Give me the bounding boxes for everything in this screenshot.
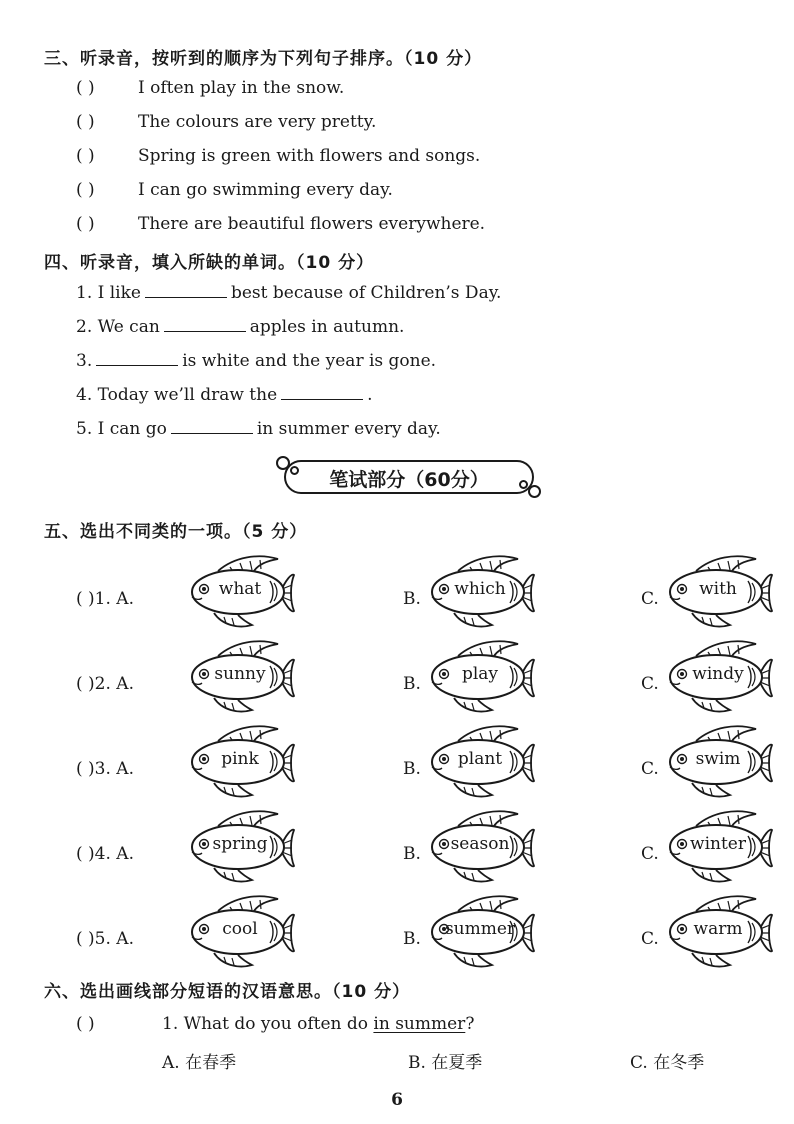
fish-option[interactable] — [188, 895, 296, 969]
option-c-letter: C. — [641, 759, 659, 779]
fill-blank-item — [76, 317, 404, 337]
question-label[interactable]: ( )2. A. — [76, 674, 134, 694]
fish-word: windy — [692, 664, 744, 684]
sentence-after: in summer every day. — [256, 419, 441, 439]
fish-option[interactable] — [188, 725, 296, 799]
question-label[interactable]: ( )4. A. — [76, 844, 134, 864]
ordering-item — [76, 180, 393, 200]
section-5-heading: 五、选出不同类的一项。（5 分） — [44, 522, 308, 542]
question-label[interactable]: ( )1. A. — [76, 589, 134, 609]
sentence-before: 1. I like — [76, 283, 141, 303]
fish-option[interactable] — [428, 640, 536, 714]
fish-word: swim — [695, 749, 741, 769]
answer-paren[interactable]: ( ) — [76, 112, 95, 132]
ordering-item — [76, 78, 344, 98]
answer-paren[interactable]: ( ) — [76, 180, 95, 200]
sentence-before: 4. Today we’ll draw the — [76, 385, 278, 405]
blank-input[interactable] — [171, 419, 253, 434]
sentence-after: best because of Children’s Day. — [230, 283, 502, 303]
fish-word: summer — [444, 919, 516, 939]
sentence-before: 2. We can — [76, 317, 160, 337]
option-c-letter: C. — [641, 844, 659, 864]
section-4-heading: 四、听录音，填入所缺的单词。（10 分） — [44, 253, 375, 273]
option-c[interactable]: C. 在冬季 — [630, 1053, 705, 1073]
option-c-letter: C. — [641, 929, 659, 949]
sentence-text: There are beautiful flowers everywhere. — [138, 214, 486, 234]
answer-paren[interactable]: ( ) — [76, 146, 95, 166]
fill-blank-item — [76, 283, 501, 303]
written-part-banner — [276, 456, 542, 498]
option-b-letter: B. — [403, 759, 421, 779]
fill-blank-item — [76, 351, 436, 371]
option-b-letter: B. — [403, 929, 421, 949]
option-b-letter: B. — [403, 674, 421, 694]
sentence-before: 5. I can go — [76, 419, 167, 439]
fish-word: winter — [690, 834, 746, 854]
sentence-text: I can go swimming every day. — [138, 180, 393, 200]
question-1 — [76, 1014, 474, 1034]
fish-option[interactable] — [428, 895, 536, 969]
fill-blank-item — [76, 385, 373, 405]
fish-word: sunny — [214, 664, 266, 684]
fish-option[interactable] — [428, 725, 536, 799]
banner-title: 笔试部分（60分） — [329, 469, 489, 491]
sentence-before: 3. — [76, 351, 93, 371]
sentence-text: Spring is green with flowers and songs. — [138, 146, 481, 166]
fish-option[interactable] — [666, 810, 774, 884]
fish-option[interactable] — [188, 555, 296, 629]
fill-blank-item — [76, 419, 441, 439]
answer-paren[interactable]: ( ) — [76, 1014, 95, 1034]
blank-input[interactable] — [281, 385, 363, 400]
fish-word: season — [450, 834, 510, 854]
fish-option[interactable] — [666, 895, 774, 969]
blank-input[interactable] — [164, 317, 246, 332]
ordering-item — [76, 214, 485, 234]
question-mark: ? — [465, 1014, 475, 1034]
sentence-after: is white and the year is gone. — [182, 351, 437, 371]
fish-word: cool — [222, 919, 258, 939]
fish-option[interactable] — [428, 555, 536, 629]
ordering-item — [76, 112, 376, 132]
answer-paren[interactable]: ( ) — [76, 214, 95, 234]
fish-word: with — [699, 579, 737, 599]
option-b-letter: B. — [403, 589, 421, 609]
fish-word: warm — [693, 919, 743, 939]
fish-word: which — [454, 579, 506, 599]
fish-option[interactable] — [666, 640, 774, 714]
fish-word: plant — [457, 749, 503, 769]
fish-word: pink — [221, 749, 259, 769]
question-label[interactable]: ( )3. A. — [76, 759, 134, 779]
underlined-phrase: in summer — [373, 1014, 466, 1034]
question-label[interactable]: ( )5. A. — [76, 929, 134, 949]
sentence-after: . — [367, 385, 373, 405]
section-3-heading: 三、听录音，按听到的顺序为下列句子排序。（10 分） — [44, 49, 483, 69]
option-b[interactable]: B. 在夏季 — [408, 1053, 483, 1073]
fish-word: spring — [212, 834, 268, 854]
option-b-letter: B. — [403, 844, 421, 864]
sentence-text: The colours are very pretty. — [138, 112, 377, 132]
fish-option[interactable] — [666, 725, 774, 799]
blank-input[interactable] — [96, 351, 178, 366]
section-6-heading: 六、选出画线部分短语的汉语意思。（10 分） — [44, 982, 411, 1002]
option-a[interactable]: A. 在春季 — [162, 1053, 237, 1073]
fish-option[interactable] — [188, 640, 296, 714]
page-number: 6 — [391, 1090, 403, 1110]
fish-option[interactable] — [188, 810, 296, 884]
answer-paren[interactable]: ( ) — [76, 78, 95, 98]
blank-input[interactable] — [145, 283, 227, 298]
fish-option[interactable] — [666, 555, 774, 629]
fish-option[interactable] — [428, 810, 536, 884]
option-c-letter: C. — [641, 674, 659, 694]
sentence-after: apples in autumn. — [249, 317, 405, 337]
sentence-text: I often play in the snow. — [138, 78, 345, 98]
question-text: 1. What do you often do — [162, 1014, 374, 1034]
ordering-item — [76, 146, 480, 166]
fish-word: what — [218, 579, 262, 599]
fish-word: play — [461, 664, 499, 684]
option-c-letter: C. — [641, 589, 659, 609]
